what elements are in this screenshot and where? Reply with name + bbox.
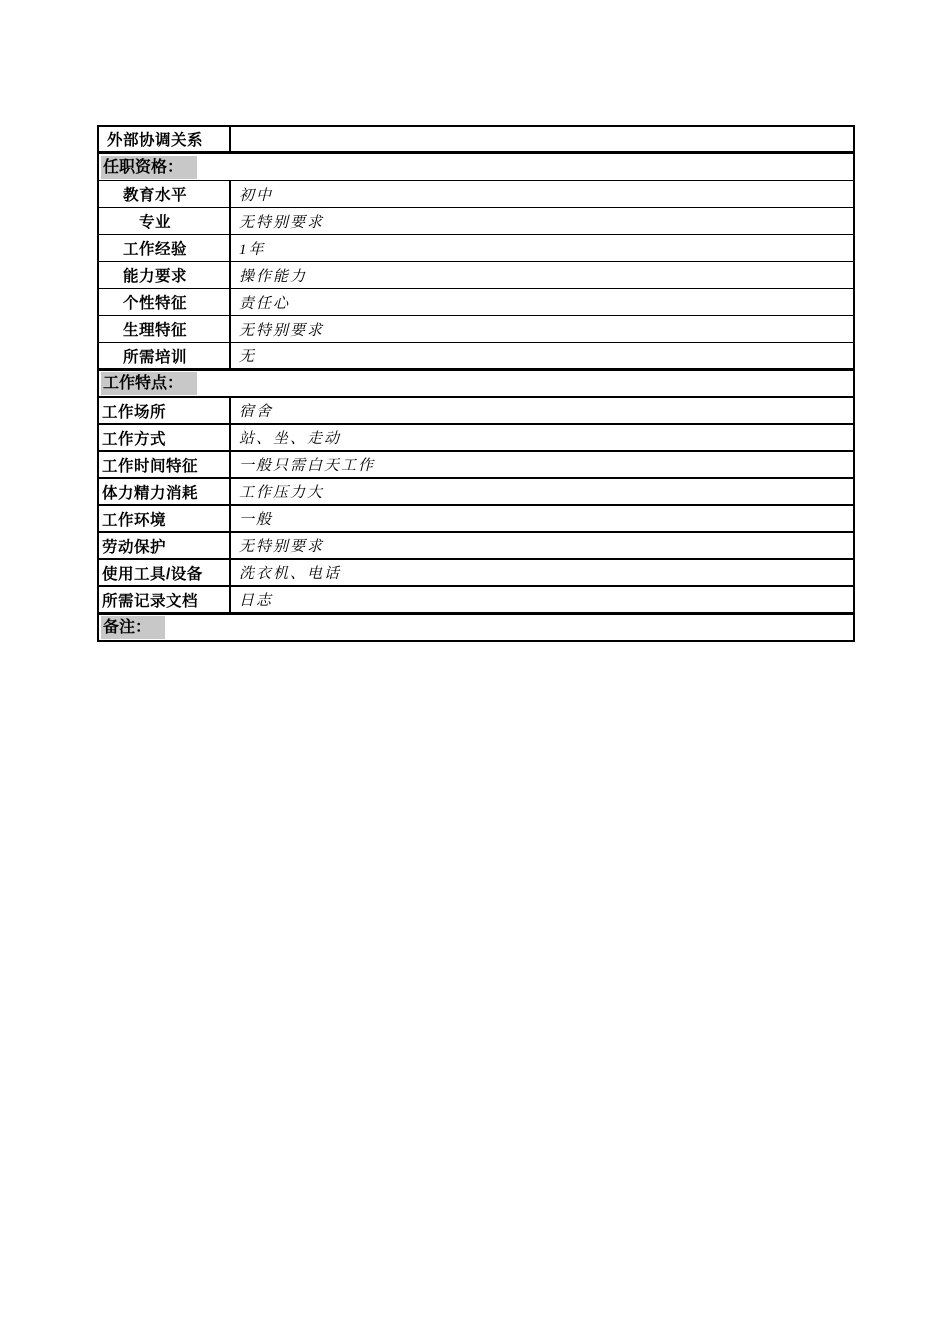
row-value-text: 洗衣机、电话 (239, 566, 342, 582)
row-label (99, 208, 231, 234)
table-row-physiological-traits (99, 316, 853, 343)
table-row-energy-consumption (99, 479, 853, 506)
section-header-qualifications: 任职资格： (101, 156, 197, 179)
row-label-text: 工作环境 (102, 511, 167, 529)
row-value-text: 日志 (239, 593, 274, 609)
row-value (231, 533, 853, 558)
row-label-text: 工作场所 (102, 403, 167, 421)
row-value (231, 289, 853, 315)
table-row-education-level (99, 181, 853, 208)
row-value (231, 127, 853, 151)
row-value-text: 一般 (239, 512, 274, 528)
row-label (99, 127, 231, 151)
row-value (231, 560, 853, 585)
row-value-text: 无特别要求 (239, 539, 325, 555)
row-label-text: 工作方式 (102, 430, 167, 448)
table-row-work-experience (99, 235, 853, 262)
row-value-text: 1年 (239, 241, 266, 258)
row-label-text: 工作经验 (122, 241, 187, 258)
row-label (99, 452, 231, 477)
table-row-ability-requirements (99, 262, 853, 289)
section-header-work-features: 工作特点： (101, 372, 197, 395)
row-label (99, 181, 231, 207)
row-value (231, 506, 853, 531)
row-label (99, 425, 231, 450)
row-value (231, 262, 853, 288)
row-value-text: 责任心 (239, 295, 291, 312)
table-row-work-environment (99, 506, 853, 533)
row-label-text: 工作时间特征 (102, 457, 199, 475)
table-row-work-mode (99, 425, 853, 452)
table-row-required-training (99, 343, 853, 371)
table-row-labor-protection (99, 533, 853, 560)
row-label-text: 劳动保护 (102, 538, 167, 556)
row-label (99, 398, 231, 423)
row-label (99, 316, 231, 342)
row-label-text: 专业 (138, 214, 171, 231)
table-row-external-coordination (99, 127, 853, 154)
row-label (99, 560, 231, 585)
row-label (99, 506, 231, 531)
row-value-text: 一般只需白天工作 (239, 458, 376, 474)
row-value-text: 无特别要求 (239, 214, 325, 231)
row-value (231, 235, 853, 261)
row-label-text: 体力精力消耗 (102, 484, 199, 502)
row-label-text: 教育水平 (122, 187, 187, 204)
row-label-text: 个性特征 (122, 295, 187, 312)
row-value (231, 343, 853, 368)
row-value-text: 初中 (239, 187, 274, 204)
row-label (99, 343, 231, 368)
row-label-text: 外部协调关系 (106, 132, 203, 149)
row-label (99, 289, 231, 315)
row-value-text: 操作能力 (239, 268, 308, 285)
row-value-text: 工作压力大 (239, 485, 325, 501)
table-row-tools-equipment (99, 560, 853, 587)
row-label-text: 使用工具/设备 (102, 565, 203, 583)
row-label-text: 能力要求 (122, 268, 187, 285)
row-value-text: 无 (239, 349, 257, 365)
section-header-remarks: 备注： (101, 616, 165, 639)
row-value-text: 无特别要求 (239, 322, 325, 339)
section-header-row-remarks (99, 615, 853, 640)
row-value (231, 479, 853, 504)
row-label-text: 所需记录文档 (102, 592, 199, 610)
row-label-text: 所需培训 (122, 348, 187, 366)
row-value-text: 宿舍 (239, 404, 274, 420)
row-label (99, 235, 231, 261)
table-row-personality-traits (99, 289, 853, 316)
job-description-table (97, 125, 855, 642)
section-header-row-work-features (99, 371, 853, 398)
table-row-work-time-features (99, 452, 853, 479)
row-value-text: 站、坐、走动 (239, 431, 342, 447)
row-label (99, 262, 231, 288)
row-value (231, 425, 853, 450)
row-value (231, 316, 853, 342)
row-label-text: 生理特征 (122, 322, 187, 339)
section-header-row-qualifications (99, 154, 853, 181)
row-value (231, 208, 853, 234)
row-label (99, 479, 231, 504)
row-value (231, 398, 853, 423)
row-value (231, 181, 853, 207)
row-value (231, 587, 853, 612)
row-label (99, 587, 231, 612)
table-row-major (99, 208, 853, 235)
table-row-required-documents (99, 587, 853, 615)
row-label (99, 533, 231, 558)
row-value (231, 452, 853, 477)
table-row-workplace (99, 398, 853, 425)
